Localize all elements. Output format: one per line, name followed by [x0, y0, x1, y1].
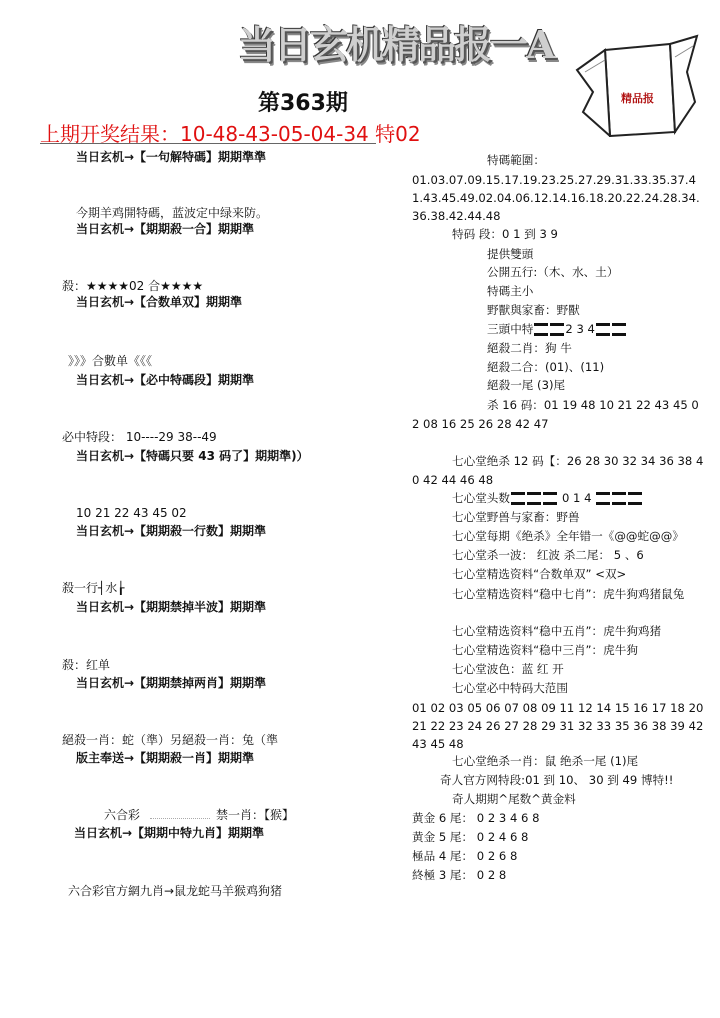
left-line-18a: 六合彩: [104, 808, 141, 822]
right-line-5: 公開五行:（木、水、土）: [487, 265, 619, 279]
left-line-14: 殺：红单: [62, 658, 111, 672]
right-line-4: 提供雙頭: [487, 247, 534, 261]
right-line-13: 七心堂绝杀 12 码【：26 28 30 32 34 36 38 40 42 44 46 48: [412, 454, 704, 487]
right-line-1: 特碼範圍：: [487, 153, 545, 167]
box-icon: [612, 492, 626, 505]
right-line-28: 黄金 6 尾： 0 2 3 4 6 8: [412, 811, 540, 825]
right-line-27: 奇人期期^尾数^黄金料: [452, 792, 576, 806]
box-icon: [628, 492, 642, 505]
left-line-13: 当日玄机→【期期禁掉半波】期期準: [76, 600, 267, 614]
flag-label: 精品报: [621, 92, 654, 105]
right-line-6: 特碼主小: [487, 284, 534, 298]
right-line-9: 絕殺二肖：狗 牛: [487, 341, 572, 355]
flag-badge: [575, 32, 700, 137]
right-line-24: 01 02 03 05 06 07 08 09 11 12 14 15 16 17 18 20 21 22 23 24 26 27 28 29 31 32 33 35 36 38 39 42 43 45 48: [412, 701, 704, 751]
right-line-26: 奇人官方网特段:01 到 10、 30 到 49 博特!!: [440, 773, 674, 787]
right-line-30: 極品 4 尾： 0 2 6 8: [412, 849, 518, 863]
right-line-8-value: 2 3 4: [565, 322, 595, 336]
box-icon: [543, 492, 557, 505]
right-line-10: 絕殺二合：(01)、(11): [487, 360, 605, 374]
box-icon: [534, 323, 548, 336]
left-line-7: 当日玄机→【必中特碼段】期期準: [76, 373, 255, 387]
right-line-8-label: 三頭中特: [487, 322, 534, 336]
left-line-4: 殺：★★★★02 合★★★★: [62, 279, 204, 293]
right-line-14-label: 七心堂头数: [452, 491, 510, 505]
flag-icon: [575, 32, 700, 137]
left-line-9: 当日玄机→【特碼只要 43 码了】期期準)）: [76, 449, 309, 463]
right-line-29: 黄金 5 尾： 0 2 4 6 8: [412, 830, 529, 844]
box-icon: [596, 323, 610, 336]
divider: [40, 143, 376, 144]
issue-number: 第363期: [258, 91, 348, 116]
left-line-19: 当日玄机→【期期中特九肖】期期準: [74, 826, 265, 840]
right-line-17: 七心堂杀一波： 红波 杀二尾： 5 、6: [452, 548, 644, 562]
right-line-14: [452, 491, 643, 505]
banner-title: 当日玄机精品报一A: [238, 22, 554, 67]
box-icon: [612, 323, 626, 336]
left-line-17: 版主奉送→【期期殺一肖】期期準: [76, 751, 255, 765]
right-line-22: 七心堂波色：蓝 红 开: [452, 662, 564, 676]
left-line-8: 必中特段： 10----29 38--49: [62, 430, 217, 444]
left-line-5: 当日玄机→【合数单双】期期準: [76, 295, 243, 309]
left-line-20: 六合彩官方網九肖→鼠龙蛇马羊猴鸡狗猪: [68, 884, 283, 898]
box-icon: [596, 492, 610, 505]
left-line-1: 当日玄机→【一句解特碼】期期準準: [76, 150, 267, 164]
left-line-3: 当日玄机→【期期殺一合】期期準: [76, 222, 255, 236]
left-line-11: 当日玄机→【期期殺一行数】期期準: [76, 524, 267, 538]
right-line-31: 終極 3 尾： 0 2 8: [412, 868, 507, 882]
left-line-10: 10 21 22 43 45 02: [76, 506, 187, 520]
right-line-14-value: 0 1 4: [561, 491, 592, 505]
left-line-15: 当日玄机→【期期禁掉两肖】期期準: [76, 676, 267, 690]
left-line-2: 今期羊鸡開特碼，蓝波定中绿来防。: [76, 206, 269, 220]
right-line-11: 絕殺一尾 (3)尾: [487, 378, 566, 392]
right-line-21: 七心堂精选资料“稳中三肖”：虎牛狗: [452, 643, 638, 657]
last-result: 上期开奖结果：10-48-43-05-04-34 特02: [40, 122, 421, 146]
right-line-20: 七心堂精选资料“稳中五肖”：虎牛狗鸡猪: [452, 624, 662, 638]
left-line-12: 殺一行┤水┟: [62, 581, 125, 595]
right-line-15: 七心堂野兽与家畜：野兽: [452, 510, 580, 524]
right-line-23: 七心堂必中特码大范围: [452, 681, 568, 695]
left-line-18b: 禁一肖：【猴】: [216, 808, 295, 822]
right-line-7: 野獸與家畜：野獸: [487, 303, 580, 317]
box-icon: [550, 323, 564, 336]
right-line-25: 七心堂绝杀一肖：鼠 绝杀一尾 (1)尾: [452, 754, 639, 768]
dotted-divider: [150, 818, 210, 819]
right-line-19: 七心堂精选资料“稳中七肖”：虎牛狗鸡猪鼠兔: [452, 587, 685, 601]
left-line-6: 》》》合數单《《《: [68, 354, 153, 368]
left-line-16: 絕殺一肖：蛇（準）另絕殺一肖：兔（準: [62, 733, 279, 747]
right-line-18: 七心堂精选资料“合数单双” <双>: [452, 567, 627, 581]
box-icon: [511, 492, 525, 505]
box-icon: [527, 492, 541, 505]
right-line-2: 01.03.07.09.15.17.19.23.25.27.29.31.33.35.37.41.43.45.49.02.04.06.12.14.16.18.20.22.24.28.34.36.38.42.44.48: [412, 173, 700, 223]
right-line-16: 七心堂每期《绝杀》全年错一《@@蛇@@》: [452, 529, 684, 543]
right-line-3: 特码 段：0 1 到 3 9: [452, 227, 558, 241]
right-line-8: [487, 322, 627, 336]
right-line-12: 杀 16 码：01 19 48 10 21 22 43 45 02 08 16 25 26 28 42 47: [412, 398, 699, 431]
